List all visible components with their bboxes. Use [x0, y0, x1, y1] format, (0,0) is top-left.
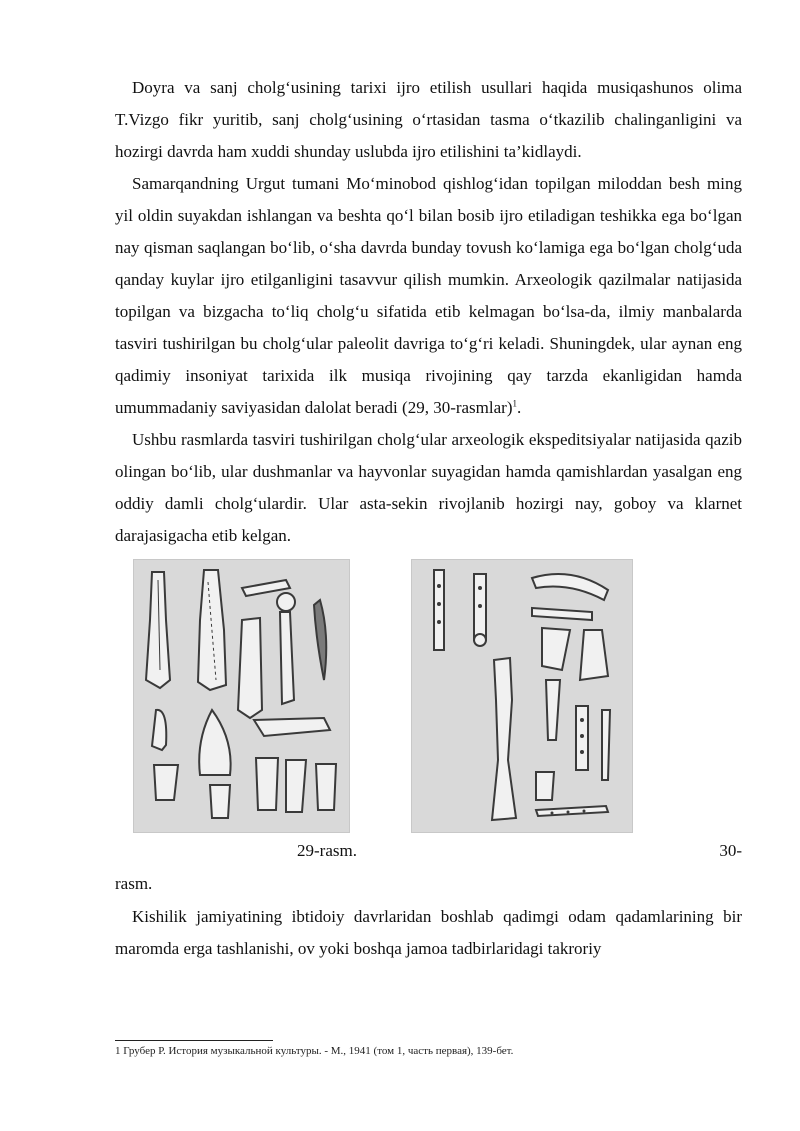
footnote-ref[interactable]: 1 — [512, 398, 517, 409]
figure-29-artifacts-illustration — [134, 560, 349, 832]
caption-29: 29-rasm. — [297, 841, 357, 860]
footnote-separator — [115, 1040, 273, 1041]
paragraph-2-text: Samarqandning Urgut tumani Mo‘minobod qishlog‘idan topilgan miloddan besh ming yil oldin suyakdan ishlangan va beshta qo‘l bilan bosib ijro etiladigan teshikka ega bo‘lgan nay qisman saqlangan bo‘lib, o‘sha davrda bunday tovush ko‘lamiga ega bo‘lgan cholg‘uda qanday kuylar ijro etilganligini tasavvur qilish mumkin. Arxeologik qazilmalar natijasida topilgan va bizgacha to‘liq cholg‘u sifatida etib kelmagan bo‘lsa-da, ilmiy manbalarda tasviri tushirilgan bu cholg‘ular paleolit davriga to‘g‘ri keladi. Shuningdek, ular aynan eng qadimiy insoniyat tarixida ilk musiqa rivojining qay tarzda ekanligidan hamda umummadaniy saviyasidan dalolat beradi (29, 30-rasmlar) — [115, 174, 742, 417]
paragraph-1: Doyra va sanj cholg‘usining tarixi ijro etilish usullari haqida musiqashunos olima T.Vizgo fikr yuritib, sanj cholg‘usining o‘rtasidan tasma o‘tkazilib chalinganligini va hozirgi davrda ham xuddi shunday uslubda ijro etilishini ta’kidlaydi. — [115, 78, 742, 161]
paragraph-4: Kishilik jamiyatining ibtidoiy davrlaridan boshlab qadimgi odam qadamlarining bir maromda erga tashlanishi, ov yoki boshqa jamoa tadbirlaridagi takroriy — [115, 907, 742, 958]
footnote: 1 Грубер Р. История музыкальной культуры. - М., 1941 (том 1, часть первая), 139-бет. — [115, 1045, 514, 1057]
paragraph-3: Ushbu rasmlarda tasviri tushirilgan cholg‘ular arxeologik ekspeditsiyalar natijasida qazib olingan bo‘lib, ular dushmanlar va hayvonlar suyagidan hamda qamishlardan yasalgan eng oddiy damli cholg‘ulardir. Ular asta-sekin rivojlanib hozirgi nay, goboy va klarnet darajasigacha etib kelgan. — [115, 430, 742, 545]
page-body — [115, 72, 742, 965]
caption-30-continued: rasm. — [115, 874, 153, 893]
paragraph-2 — [115, 168, 742, 424]
figure-30-photo — [411, 559, 633, 833]
figures-row — [115, 559, 742, 839]
figure-captions — [115, 839, 742, 869]
caption-30: 30- — [719, 841, 742, 860]
figure-29-photo — [133, 559, 350, 833]
figure-30-artifacts-illustration — [412, 560, 632, 832]
paragraph-2-end: . — [517, 398, 522, 417]
